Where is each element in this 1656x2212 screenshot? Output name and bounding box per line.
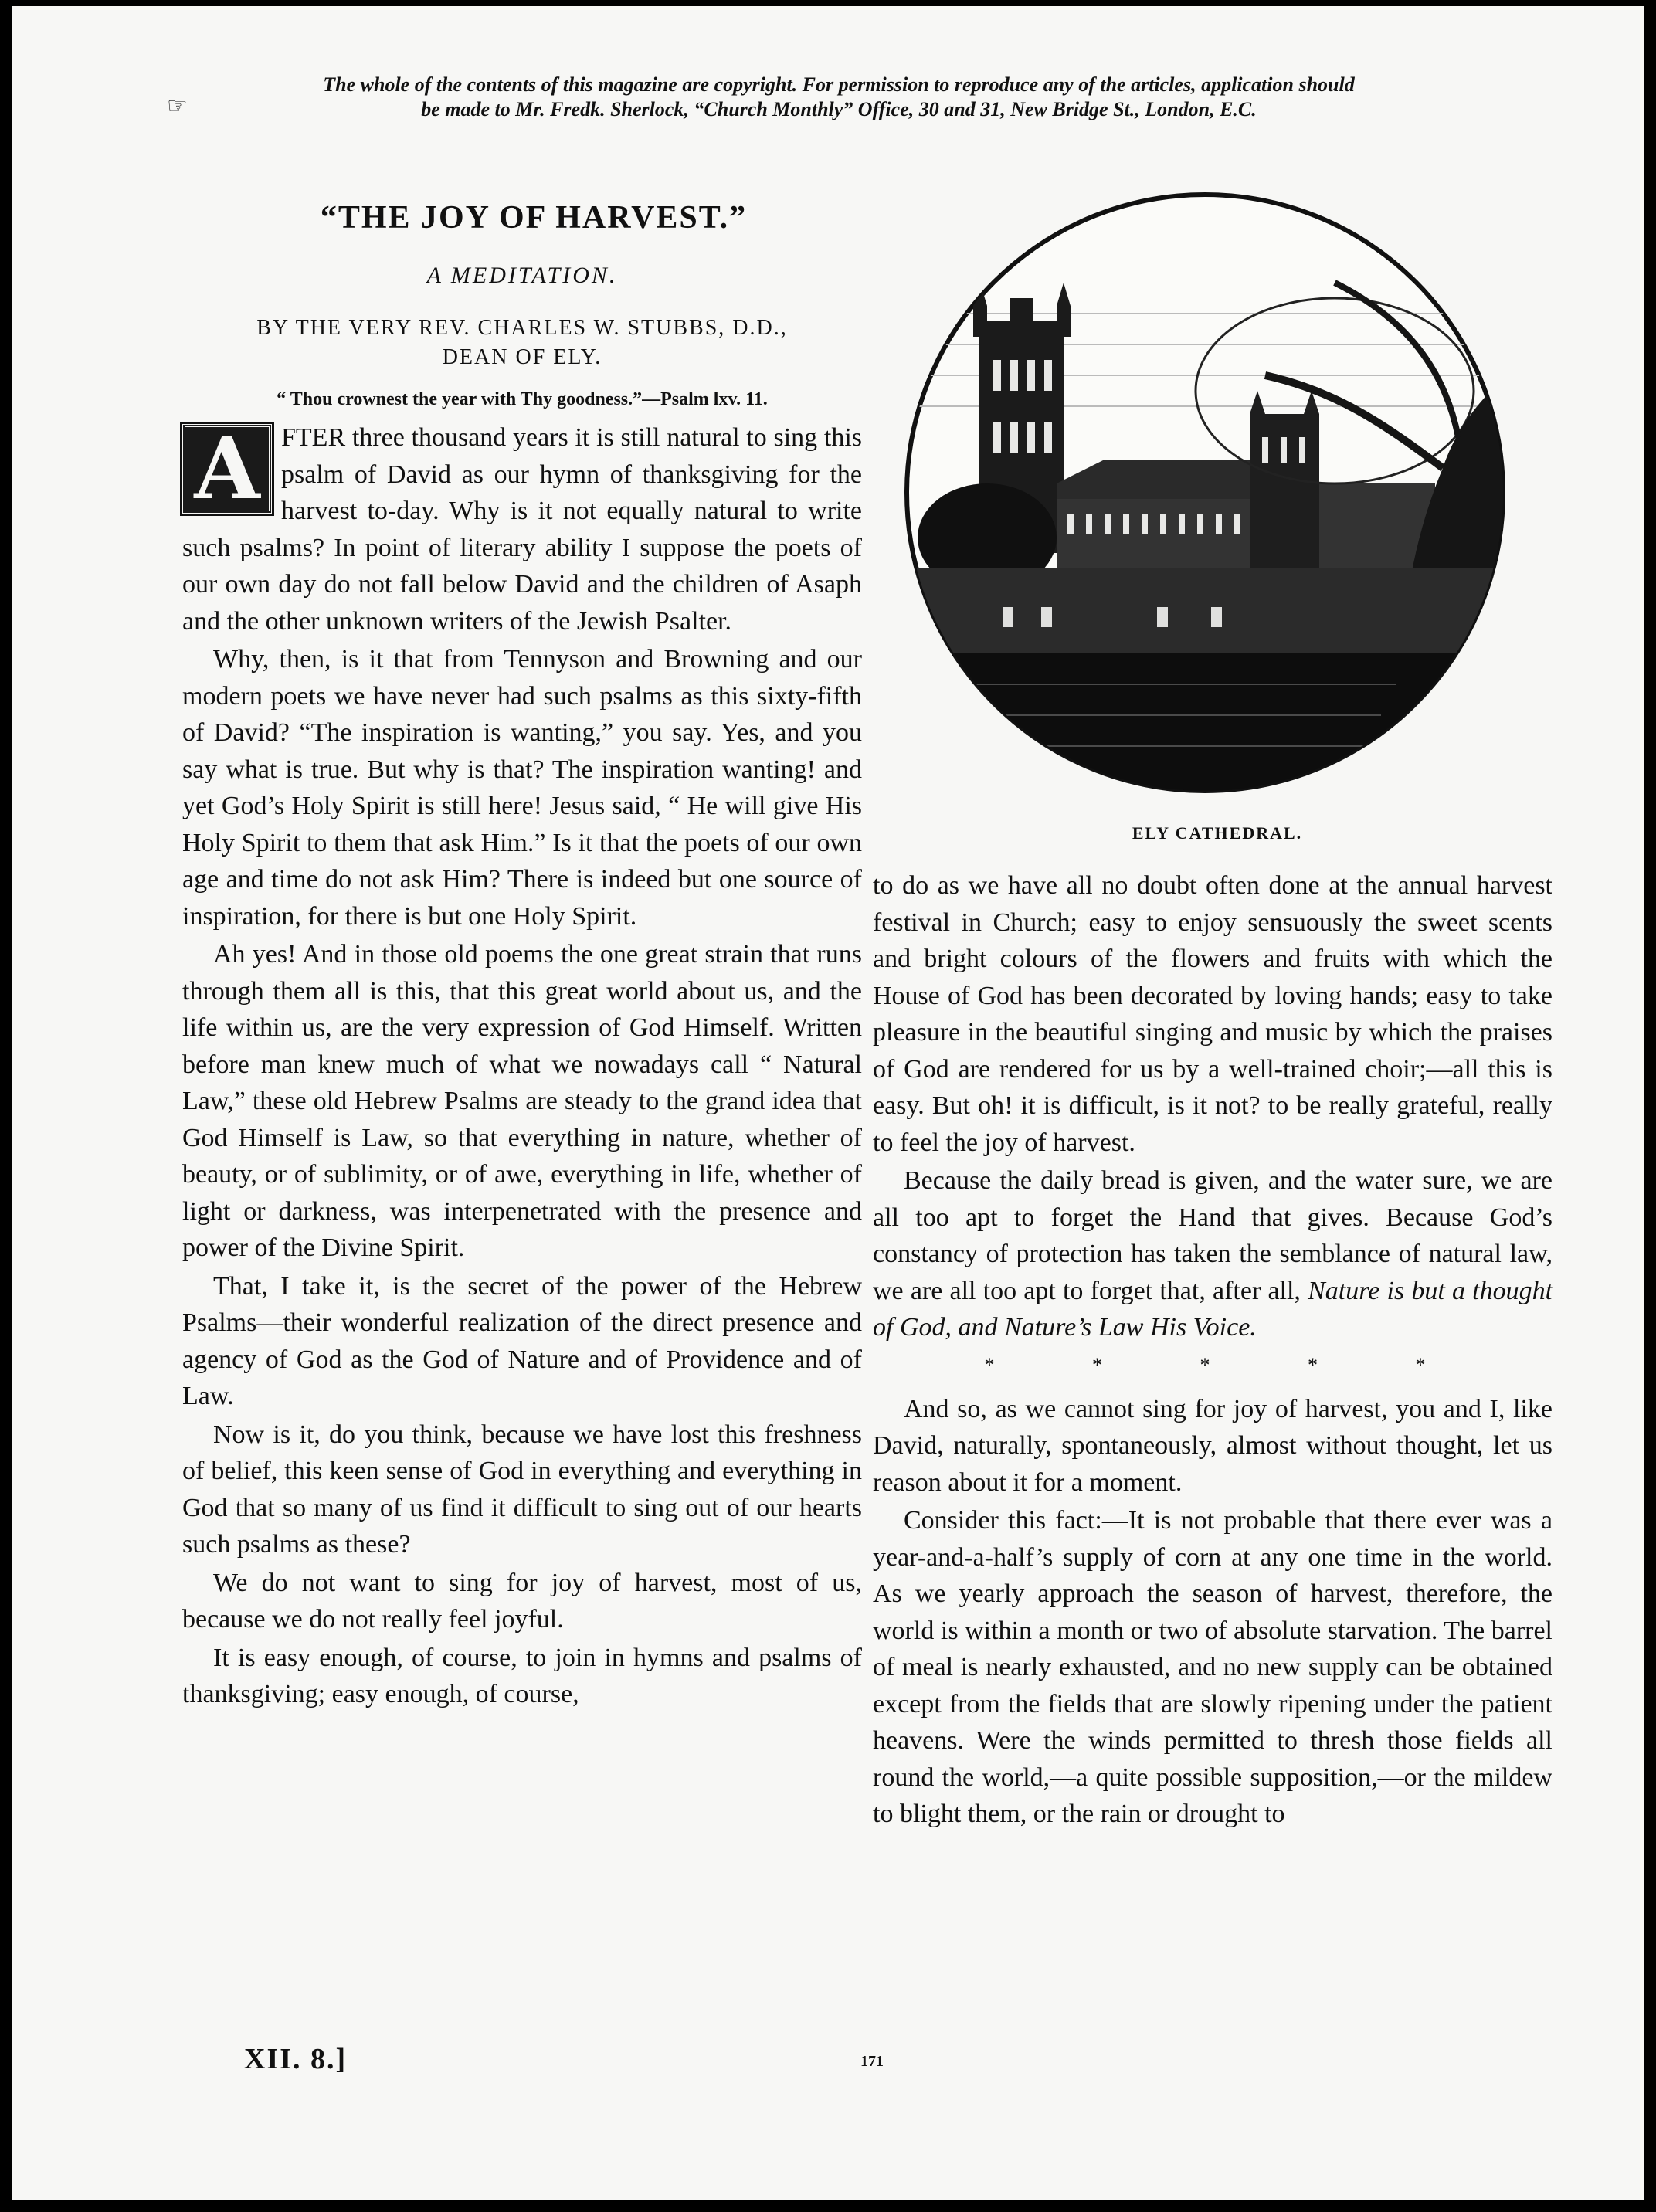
paragraph [873, 1162, 1552, 1346]
page-number: 171 [860, 2053, 884, 2070]
paragraph: to do as we have all no doubt often done at the annual harvest festival in Church; easy to enjoy sensuously the sweet scents and bright colours of the flowers and fruits with which the House of God has been decorated by loving hands; easy to take pleasure in the beautiful singing and music by which the praises of God are rendered for us by a well-trained choir;—all this is easy. But oh! it is difficult, is it not? to be really grateful, really to feel the joy of harvest. [873, 871, 1552, 1157]
left-body-text [182, 419, 862, 1713]
volume-folio: XII. 8.] [244, 2043, 348, 2075]
right-body-text [873, 867, 1552, 1346]
paragraph: Why, then, is it that from Tennyson and Browning and our modern poets we have never had such psalms as this sixty-fifth of David? “The inspiration is wanting,” you say. Yes, and you say what is true. But why is that? The inspiration wanting! and yet God’s Holy Spirit is still here! Jesus said, “ He will give His Holy Spirit to them that ask Him.” Is it that the poets of our own age and time do not ask Him? There is indeed but one source of inspiration, for there is but one Holy Spirit. [182, 645, 862, 931]
paragraph: We do not want to sing for joy of harvest, most of us, because we do not really feel joyful. [182, 1568, 862, 1634]
copyright-notice [167, 73, 1511, 122]
italic-quotation: Nature is but a thought of God, and Nature’s Law His Voice. [873, 1276, 1553, 1342]
paragraph [182, 419, 862, 640]
magazine-page [12, 6, 1644, 2200]
paragraph: And so, as we cannot sing for joy of harvest, you and I, like David, naturally, spontaneously, almost without thought, let us reason about it for a moment. [873, 1394, 1552, 1497]
ely-cathedral-illustration [902, 190, 1508, 796]
byline-title: DEAN OF ELY. [442, 345, 602, 369]
pointing-hand-icon: ☞ [167, 93, 188, 119]
copyright-notice-line-1: The whole of the contents of this magazine are copyright. For permission to reproduce any of the articles, application should [323, 73, 1355, 96]
article-byline [182, 314, 862, 372]
byline-author: BY THE VERY REV. CHARLES W. STUBBS, D.D., [256, 316, 788, 340]
illustration-caption: ELY CATHEDRAL. [1132, 823, 1303, 843]
epigraph: “ Thou crownest the year with Thy goodness.”—Psalm lxv. 11. [277, 389, 768, 409]
article-subtitle: A MEDITATION. [426, 263, 618, 288]
left-column [182, 199, 862, 1713]
copyright-notice-line-2: be made to Mr. Fredk. Sherlock, “Church Monthly” Office, 30 and 31, New Bridge St., London, E.C. [421, 98, 1257, 120]
paragraph: It is easy enough, of course, to join in hymns and psalms of thanksgiving; easy enough, of course, [182, 1643, 862, 1708]
right-body-text-continued [873, 1391, 1552, 1833]
paragraph: That, I take it, is the secret of the power of the Hebrew Psalms—their wonderful realization of the direct presence and agency of God as the God of Nature and of Providence and of Law. [182, 1271, 862, 1410]
section-break-stars: * * * * * [984, 1353, 1472, 1376]
paragraph-text: FTER three thousand years it is still natural to sing this psalm of David as our hymn of thanksgiving for the harvest to-day. Why is it not equally natural to write such psalms? In point of literary ability I suppose the poets of our own day do not fall below David and the children of Asaph and the other unknown writers of the Jewish Psalter. [182, 423, 862, 636]
paragraph: Consider this fact:—It is not probable that there ever was a year-and-a-half’s supply of corn at any one time in the world. As we yearly approach the season of harvest, therefore, the world is within a month or two of absolute starvation. The barrel of meal is nearly exhausted, and no new supply can be obtained except from the fields that are slowly ripening under the patient heavens. Were the winds permitted to thresh those fields all round the world,—a quite possible supposition,—or the mildew to blight them, or the rain or drought to [873, 1506, 1552, 1828]
right-column [873, 867, 1552, 1833]
drop-cap: A [182, 424, 272, 514]
paragraph: Ah yes! And in those old poems the one great strain that runs through them all is this, that this great world about us, and the life within us, are the very expression of God Himself. Written before man knew much of what we nowadays call “ Natural Law,” these old Hebrew Psalms are steady to the grand idea that God Himself is Law, so that everything in nature, whether of beauty, or of sublimity, or of awe, everything in life, whether of light or darkness, was interpenetrated with the presence and power of the Divine Spirit. [182, 940, 862, 1262]
paragraph-text: Because the daily bread is given, and the water sure, we are all too apt to forget the Hand that gives. Because God’s constancy of protection has taken the semblance of natural law, we are all too apt to forget that, after all, [873, 1166, 1552, 1305]
article-title: “THE JOY OF HARVEST.” [320, 200, 748, 236]
paragraph: Now is it, do you think, because we have lost this freshness of belief, this keen sense of God in everything and everything in God that so many of us find it difficult to sing out of our hearts such psalms as these? [182, 1420, 862, 1559]
